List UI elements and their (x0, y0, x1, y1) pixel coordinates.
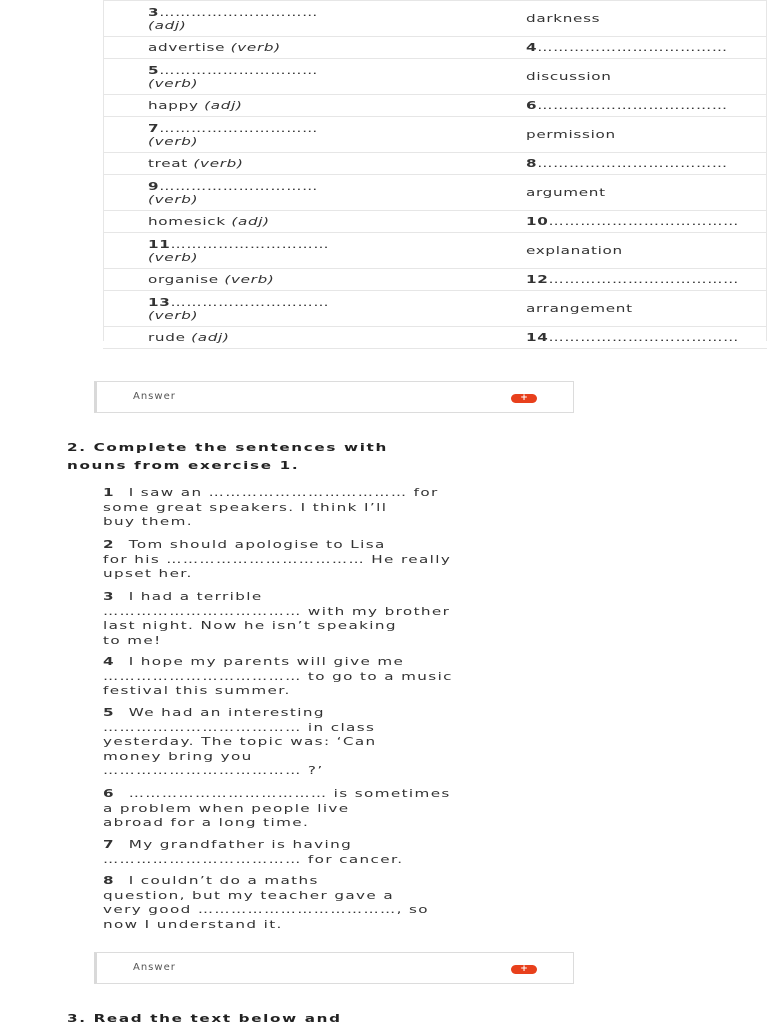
item-text-line: upset her. (103, 567, 193, 581)
item-text-line: festival this summer. (103, 684, 291, 698)
right-cell (480, 327, 767, 349)
item-number: 12 (526, 273, 549, 286)
table-row (103, 269, 767, 291)
item-text-line: for his ……………………………… He really (103, 552, 452, 566)
exercise-item (103, 874, 603, 932)
part-of-speech: (verb) (148, 308, 199, 322)
exercise-2-heading-line1: 2. Complete the sentences with (67, 441, 388, 454)
item-number: 2 (103, 538, 115, 551)
noun: discussion (526, 70, 612, 83)
item-text-line: ……………………………… to go to a music (103, 669, 453, 683)
blank-dots: ……………………………… (548, 273, 739, 286)
table-row (103, 117, 767, 153)
part-of-speech: (verb) (148, 134, 199, 148)
table-row (103, 291, 767, 327)
item-text-line: yesterday. The topic was: ‘Can (103, 735, 377, 749)
part-of-speech: (adj) (231, 215, 270, 228)
part-of-speech: (verb) (230, 41, 281, 54)
item-text-line: abroad for a long time. (103, 816, 310, 830)
part-of-speech: (adj) (191, 331, 230, 344)
left-cell (103, 233, 480, 269)
item-number: 5 (148, 63, 160, 77)
right-cell (480, 269, 767, 291)
blank-dots: ……………………………… (537, 99, 728, 112)
left-cell (103, 153, 480, 175)
item-number: 9 (148, 179, 160, 193)
noun: argument (526, 186, 606, 199)
item-text-line: very good ………………………………, so (103, 903, 429, 917)
item-text-line: We had an interesting (128, 706, 325, 719)
item-text-line: Tom should apologise to Lisa (128, 538, 386, 551)
right-cell (480, 291, 767, 327)
item-number: 4 (103, 655, 115, 668)
left-cell (103, 291, 480, 327)
item-number: 5 (103, 706, 115, 719)
item-number: 6 (103, 787, 115, 800)
exercise-item (103, 838, 603, 867)
item-text-line: My grandfather is having (128, 838, 353, 851)
item-number: 13 (148, 295, 171, 309)
table-row (103, 327, 767, 349)
item-text-line: ……………………………… for cancer. (103, 852, 404, 866)
table-row (103, 175, 767, 211)
blank-dots: ………………………… (170, 237, 330, 251)
item-number: 7 (148, 121, 160, 135)
noun: darkness (526, 12, 601, 25)
answer-label: Answer (133, 391, 176, 402)
item-number: 4 (526, 41, 538, 54)
exercise-2-heading (67, 439, 388, 475)
plus-icon[interactable]: + (511, 965, 537, 974)
right-cell (480, 211, 767, 233)
item-text-line: ……………………………… is sometimes (128, 787, 451, 800)
item-number: 8 (103, 874, 115, 887)
blank-dots: ………………………… (170, 295, 330, 309)
word: happy (148, 99, 205, 112)
left-cell (103, 327, 480, 349)
item-text-line: some great speakers. I think I’ll (103, 500, 388, 514)
part-of-speech: (verb) (148, 250, 199, 264)
right-cell (480, 37, 767, 59)
left-cell (103, 211, 480, 233)
item-number: 6 (526, 99, 538, 112)
exercise-3-heading-line1: 3. Read the text below and (67, 1012, 342, 1025)
right-cell (480, 1, 767, 37)
answer-label: Answer (133, 962, 176, 973)
table-row (103, 95, 767, 117)
table-row (103, 1, 767, 37)
item-text-line: I saw an ……………………………… for (128, 486, 439, 499)
right-cell (480, 117, 767, 153)
right-cell (480, 59, 767, 95)
table-row (103, 37, 767, 59)
table-row (103, 211, 767, 233)
left-cell (103, 269, 480, 291)
right-cell (480, 95, 767, 117)
part-of-speech: (verb) (148, 76, 199, 90)
part-of-speech: (verb) (224, 273, 275, 286)
word: organise (148, 273, 225, 286)
item-text-line: a problem when people live (103, 801, 350, 815)
exercise-item (103, 655, 603, 699)
word-formation-table (103, 0, 767, 349)
exercise-item (103, 590, 603, 648)
right-cell (480, 233, 767, 269)
blank-dots: ……………………………… (537, 41, 728, 54)
noun: permission (526, 128, 616, 141)
item-number: 8 (526, 157, 538, 170)
part-of-speech: (verb) (148, 192, 199, 206)
exercise-3-heading (67, 1010, 342, 1028)
part-of-speech: (verb) (193, 157, 244, 170)
item-number: 14 (526, 331, 549, 344)
word: homesick (148, 215, 232, 228)
right-cell (480, 153, 767, 175)
plus-icon[interactable]: + (511, 394, 537, 403)
exercise-item (103, 787, 603, 831)
blank-dots: ………………………… (159, 63, 318, 77)
blank-dots: ………………………… (159, 121, 318, 135)
blank-dots: ……………………………… (548, 331, 739, 344)
item-number: 3 (103, 590, 115, 603)
answer-toggle-2[interactable] (94, 952, 574, 984)
item-text-line: ……………………………… ?’ (103, 764, 324, 778)
blank-dots: ……………………………… (548, 215, 739, 228)
left-cell (103, 59, 480, 95)
item-text-line: ……………………………… with my brother (103, 604, 451, 618)
item-text-line: ……………………………… in class (103, 720, 376, 734)
table-row (103, 59, 767, 95)
blank-dots: ………………………… (159, 179, 318, 193)
item-text-line: now I understand it. (103, 917, 283, 931)
word: rude (148, 331, 192, 344)
item-text-line: to me! (103, 633, 162, 647)
item-text-line: last night. Now he isn’t speaking (103, 619, 397, 633)
answer-toggle-1[interactable] (94, 381, 574, 413)
word: treat (148, 157, 194, 170)
noun: arrangement (526, 302, 633, 315)
noun: explanation (526, 244, 623, 257)
item-number: 7 (103, 838, 115, 851)
left-cell (103, 95, 480, 117)
part-of-speech: (adj) (204, 99, 243, 112)
left-cell (103, 117, 480, 153)
item-text-line: I couldn’t do a maths (128, 874, 319, 887)
blank-dots: ……………………………… (537, 157, 728, 170)
table-row (103, 153, 767, 175)
left-cell (103, 175, 480, 211)
item-text-line: I hope my parents will give me (128, 655, 405, 668)
word: advertise (148, 41, 231, 54)
item-number: 10 (526, 215, 549, 228)
item-text-line: I had a terrible (128, 590, 263, 603)
item-number: 1 (103, 486, 115, 499)
item-number: 11 (148, 237, 171, 251)
left-cell (103, 1, 480, 37)
left-cell (103, 37, 480, 59)
blank-dots: ………………………… (159, 5, 318, 19)
part-of-speech: (adj) (148, 18, 187, 32)
item-text-line: buy them. (103, 515, 194, 529)
exercise-item (103, 486, 603, 530)
item-number: 3 (148, 5, 160, 19)
table-row (103, 233, 767, 269)
exercise-2-heading-line2: nouns from exercise 1. (67, 459, 300, 472)
exercise-item (103, 706, 603, 779)
item-text-line: question, but my teacher gave a (103, 888, 395, 902)
item-text-line: money bring you (103, 749, 253, 763)
right-cell (480, 175, 767, 211)
exercise-item (103, 538, 603, 582)
